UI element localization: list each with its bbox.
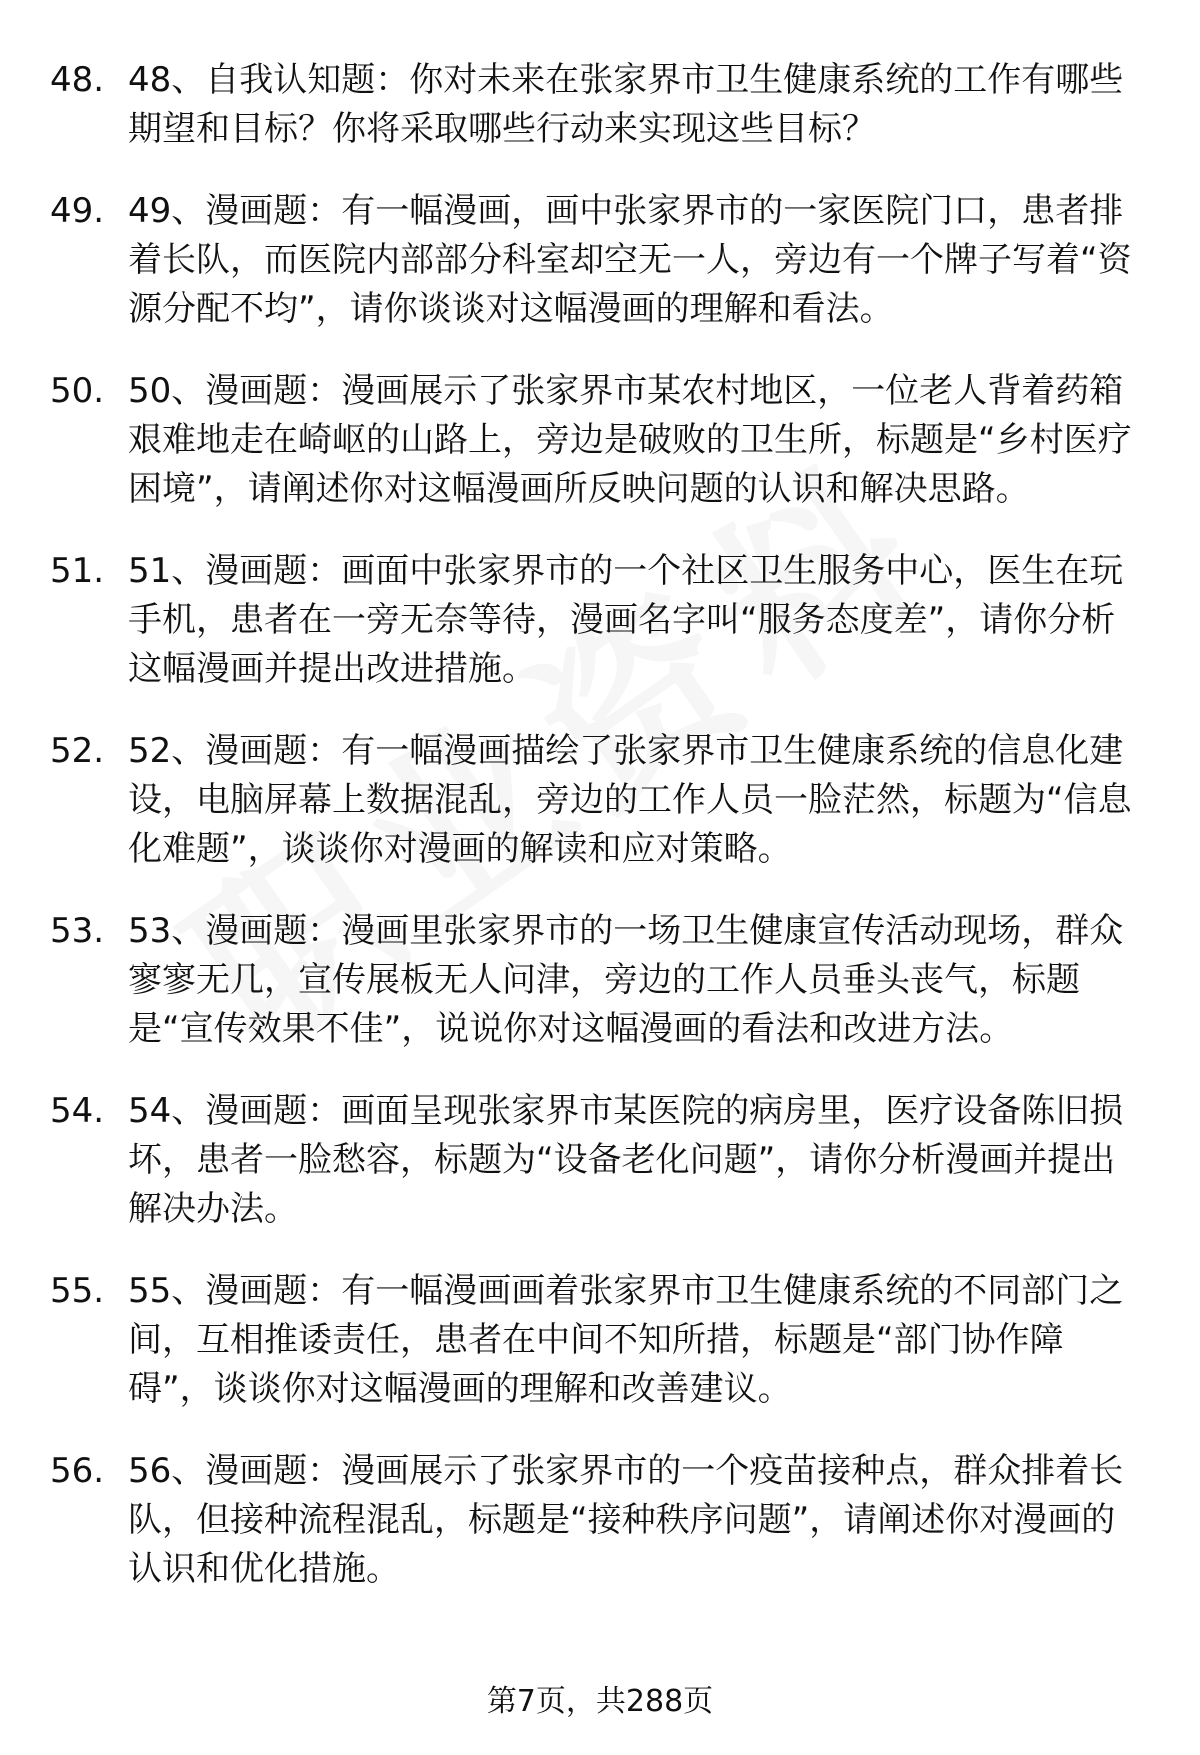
question-text-53: 53、漫画题：漫画里张家界市的一场卫生健康宣传活动现场，群众寥寥无几，宣传展板无人问津，旁边的工作人员垂头丧气，标题是“宣传效果不佳”，说说你对这幅漫画的看法和改进方法。 [128,911,1124,1049]
question-item-50 [50,367,1160,514]
question-number-54: 54. [50,1091,105,1131]
question-item-56 [50,1447,1160,1594]
question-item-51 [50,547,1160,694]
question-item-53 [50,907,1160,1054]
question-number-51: 51. [50,551,105,591]
question-number-55: 55. [50,1271,105,1311]
question-text-50: 50、漫画题：漫画展示了张家界市某农村地区，一位老人背着药箱艰难地走在崎岖的山路上，旁边是破败的卫生所，标题是“乡村医疗困境”，请阐述你对这幅漫画所反映问题的认识和解决思路。 [128,371,1132,509]
question-text-49: 49、漫画题：有一幅漫画，画中张家界市的一家医院门口，患者排着长队，而医院内部部分科室却空无一人，旁边有一个牌子写着“资源分配不均”，请你谈谈对这幅漫画的理解和看法。 [128,191,1132,329]
question-number-53: 53. [50,911,105,951]
question-text-54: 54、漫画题：画面呈现张家界市某医院的病房里，医疗设备陈旧损坏，患者一脸愁容，标题为“设备老化问题”，请你分析漫画并提出解决办法。 [128,1091,1124,1229]
question-text-56: 56、漫画题：漫画展示了张家界市的一个疫苗接种点，群众排着长队，但接种流程混乱，标题是“接种秩序问题”，请阐述你对漫画的认识和优化措施。 [128,1451,1124,1589]
page-footer: 第7页，共288页 [486,1684,714,1719]
question-list [50,56,1160,1627]
question-text-48: 48、自我认知题：你对未来在张家界市卫生健康系统的工作有哪些期望和目标？你将采取哪些行动来实现这些目标？ [128,60,1124,149]
question-item-49 [50,187,1160,334]
question-text-51: 51、漫画题：画面中张家界市的一个社区卫生服务中心，医生在玩手机，患者在一旁无奈等待，漫画名字叫“服务态度差”，请你分析这幅漫画并提出改进措施。 [128,551,1124,689]
question-item-48 [50,56,1160,154]
question-item-54 [50,1087,1160,1234]
question-number-48: 48. [50,60,105,100]
question-text-55: 55、漫画题：有一幅漫画画着张家界市卫生健康系统的不同部门之间，互相推诿责任，患者在中间不知所措，标题是“部门协作障碍”，谈谈你对这幅漫画的理解和改善建议。 [128,1271,1124,1409]
question-number-56: 56. [50,1451,105,1491]
question-number-49: 49. [50,191,105,231]
question-item-52 [50,727,1160,874]
question-item-55 [50,1267,1160,1414]
question-number-52: 52. [50,731,105,771]
question-number-50: 50. [50,371,105,411]
question-text-52: 52、漫画题：有一幅漫画描绘了张家界市卫生健康系统的信息化建设，电脑屏幕上数据混乱，旁边的工作人员一脸茫然，标题为“信息化难题”，谈谈你对漫画的解读和应对策略。 [128,731,1132,869]
